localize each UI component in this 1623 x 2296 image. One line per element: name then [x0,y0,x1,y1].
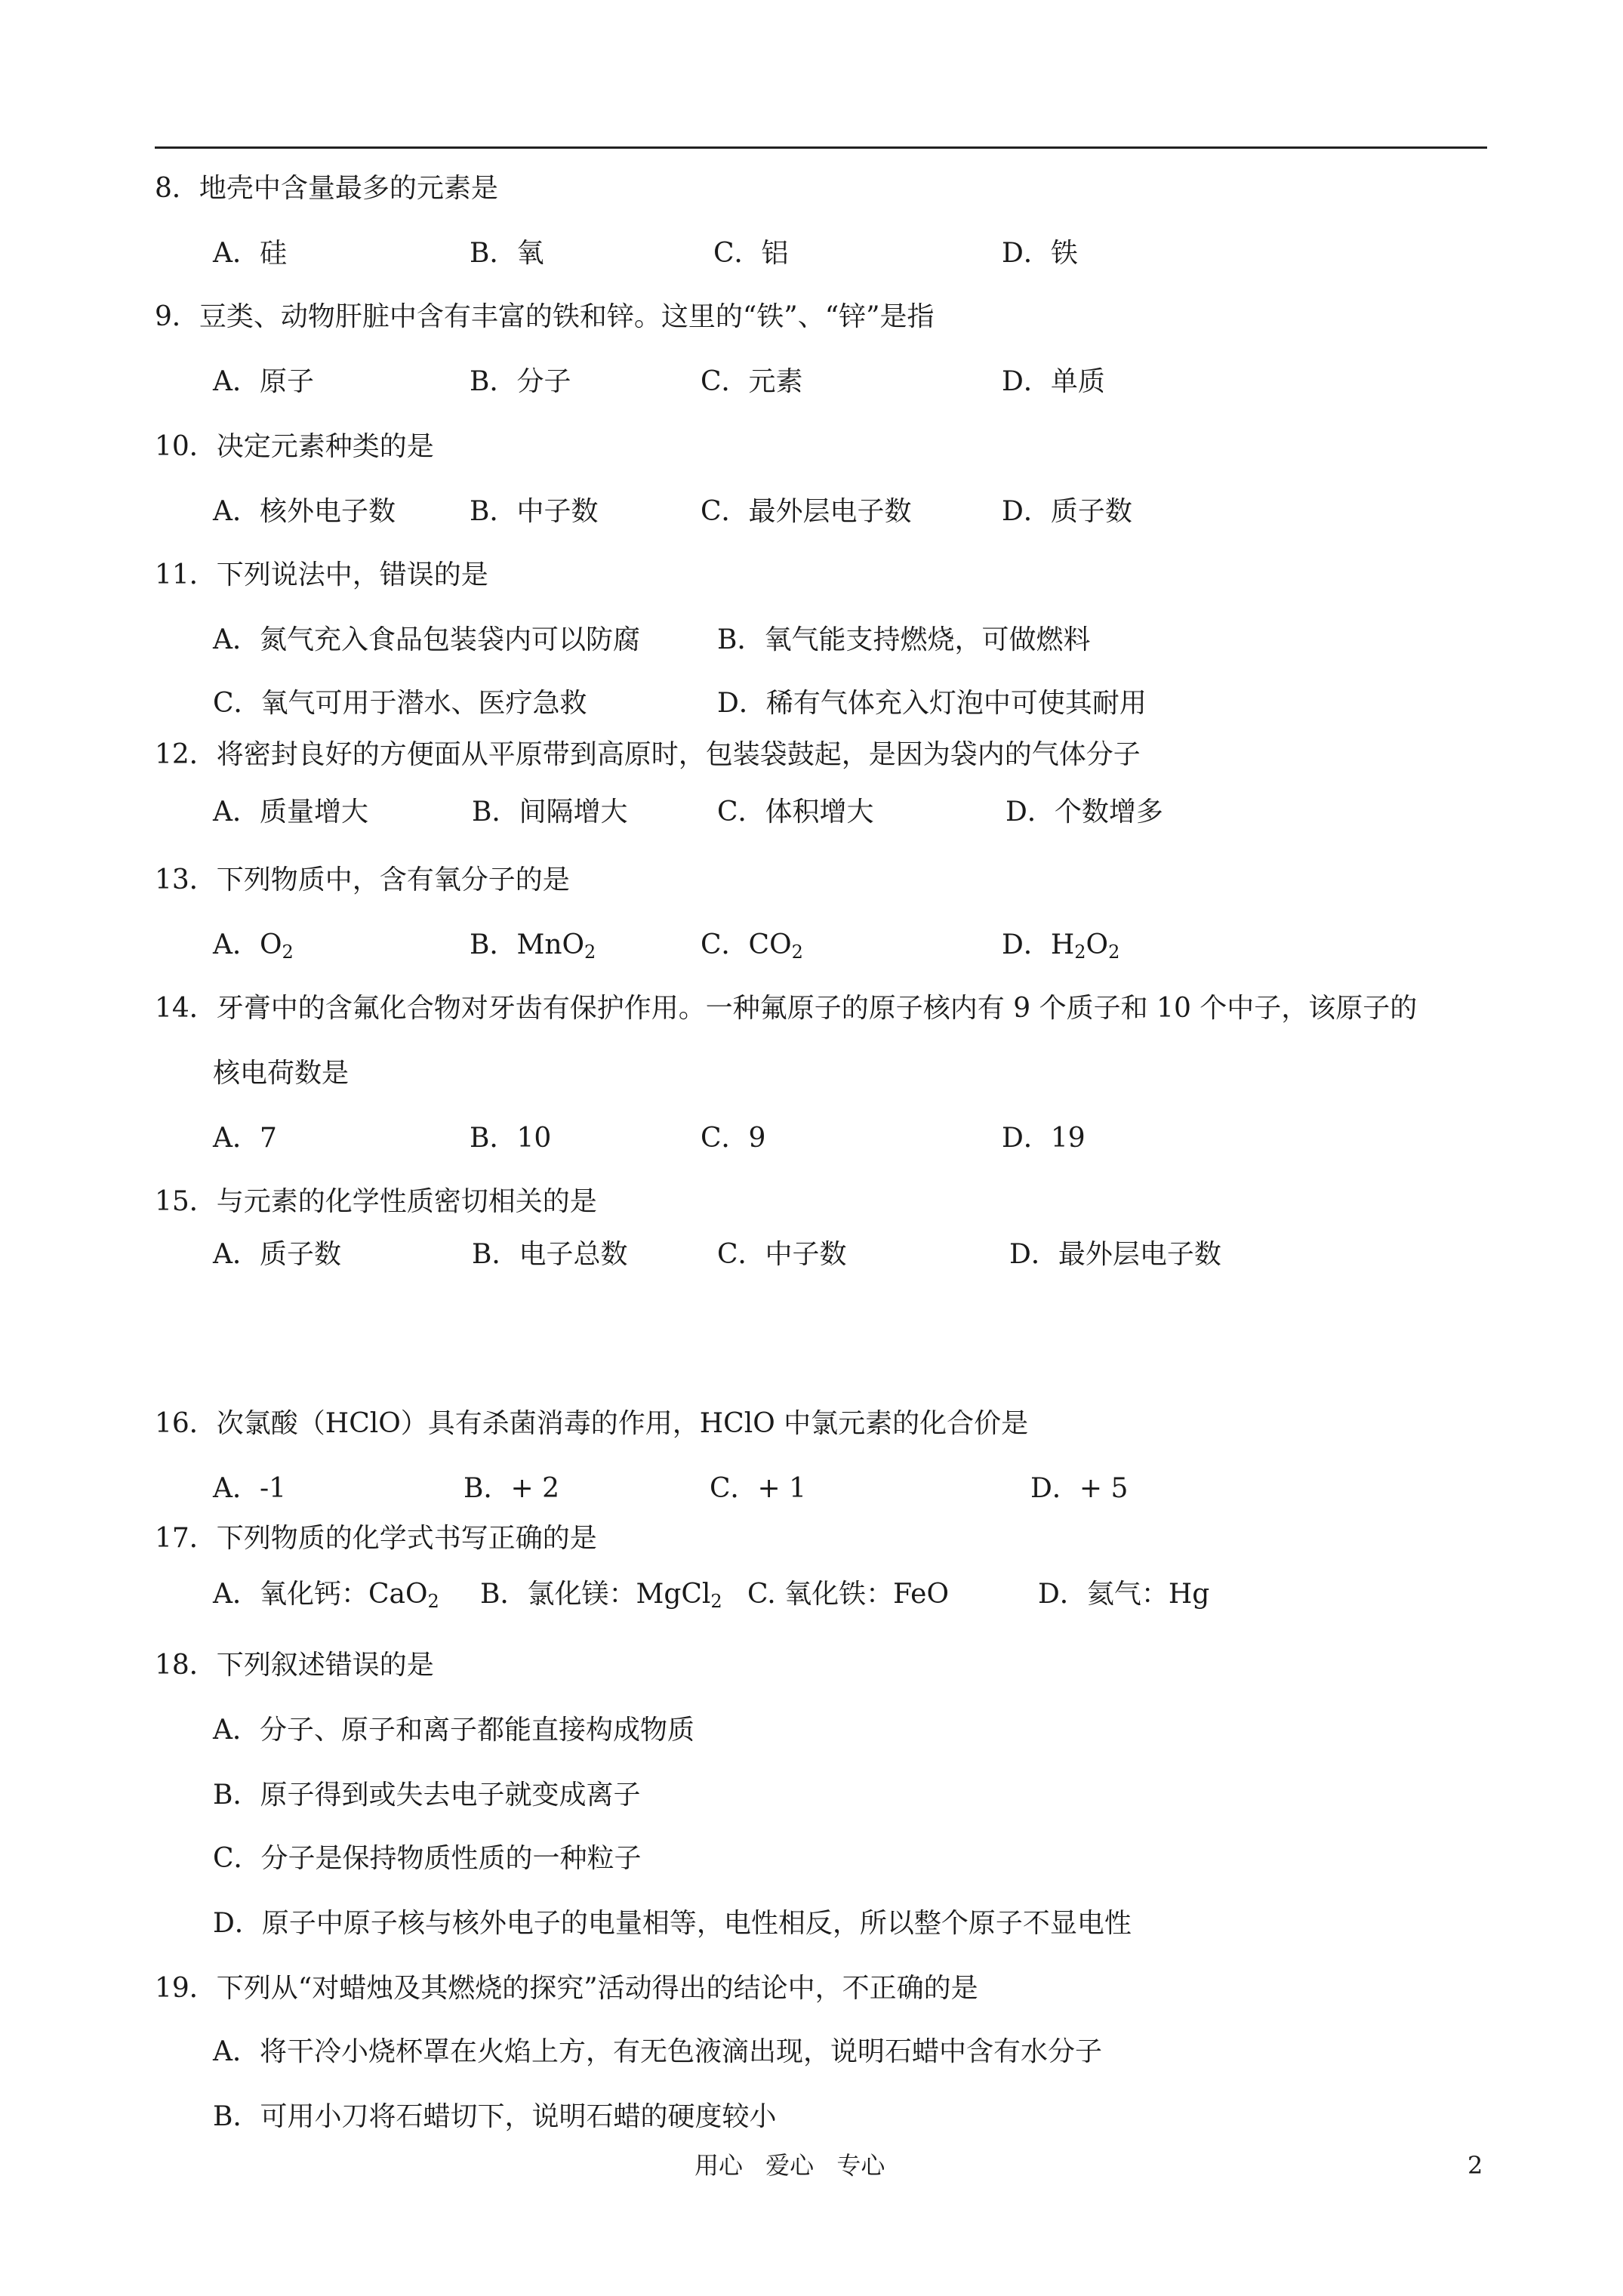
question-18-option-a: A．分子、原子和离子都能直接构成物质 [213,1715,694,1746]
question-17-option-c: C. 氧化铁：FeO [747,1579,949,1610]
question-12-stem: 12．将密封良好的方便面从平原带到高原时，包装袋鼓起，是因为袋内的气体分子 [155,739,1141,770]
question-8-option-b: B．氧 [470,238,544,269]
question-17-option-b: B．氯化镁：MgCl$_2$ [480,1579,722,1612]
question-10-stem: 10．决定元素种类的是 [155,431,434,462]
question-11-option-d: D．稀有气体充入灯泡中可使其耐用 [717,688,1147,719]
question-17-option-a: A．氧化钙：CaO$_2$ [213,1579,439,1612]
question-13-option-c: C．$CO_2$ [701,929,803,963]
question-9-option-a: A．原子 [213,366,314,397]
question-15-option-a: A．质子数 [213,1239,341,1270]
question-8-stem: 8．地壳中含量最多的元素是 [155,173,498,204]
question-15-option-c: C．中子数 [717,1239,847,1270]
question-8-option-a: A．硅 [213,238,287,269]
question-18-option-d: D．原子中原子核与核外电子的电量相等，电性相反，所以整个原子不显电性 [213,1908,1132,1939]
question-9-option-b: B．分子 [470,366,571,397]
question-15-option-d: D．最外层电子数 [1009,1239,1221,1270]
question-16-option-b: B．+ 2 [463,1473,559,1504]
question-8-option-c: C．铝 [713,238,789,269]
question-10-option-b: B．中子数 [470,496,599,527]
question-14-option-c: C．9 [701,1123,766,1154]
question-10-option-a: A．核外电子数 [213,496,396,527]
question-17-option-d: D．氦气：Hg [1038,1579,1210,1610]
question-17-stem: 17．下列物质的化学式书写正确的是 [155,1523,597,1554]
question-14-option-d: D．19 [1002,1123,1086,1154]
question-16-option-d: D．+ 5 [1030,1473,1129,1504]
question-16-stem: 16．次氯酸（HClO）具有杀菌消毒的作用，HClO 中氯元素的化合价是 [155,1408,1029,1439]
question-11-stem: 11．下列说法中，错误的是 [155,559,488,590]
question-9-option-d: D．单质 [1002,366,1105,397]
question-13-option-b: B．MnO$_2$ [470,929,596,963]
footer-text: 用心 爱心 专心 [694,2151,885,2180]
question-14-stem-continued: 核电荷数是 [213,1058,350,1089]
question-18-stem: 18．下列叙述错误的是 [155,1650,434,1681]
question-13-stem: 13．下列物质中，含有氧分子的是 [155,864,570,895]
header-rule [155,146,1487,149]
question-16-option-c: C．+ 1 [710,1473,807,1504]
question-12-option-b: B．间隔增大 [472,797,628,827]
question-19-option-b: B．可用小刀将石蜡切下，说明石蜡的硬度较小 [213,2101,777,2132]
question-10-option-c: C．最外层电子数 [701,496,912,527]
question-9-option-c: C．元素 [701,366,803,397]
question-12-option-a: A．质量增大 [213,797,368,827]
question-14-option-b: B．10 [470,1123,552,1154]
page-number: 2 [1467,2151,1483,2180]
question-12-option-d: D．个数增多 [1006,797,1163,827]
question-8-option-d: D．铁 [1002,238,1078,269]
question-15-stem: 15．与元素的化学性质密切相关的是 [155,1186,597,1217]
question-19-stem: 19．下列从“对蜡烛及其燃烧的探究”活动得出的结论中，不正确的是 [155,1973,978,2004]
question-9-stem: 9．豆类、动物肝脏中含有丰富的铁和锌。这里的“铁”、“锌”是指 [155,301,935,332]
question-14-option-a: A．7 [213,1123,277,1154]
question-11-option-b: B．氧气能支持燃烧，可做燃料 [717,624,1091,655]
question-13-option-a: A．$O_2$ [213,929,294,963]
question-18-option-c: C．分子是保持物质性质的一种粒子 [213,1843,642,1874]
question-12-option-c: C．体积增大 [717,797,874,827]
question-18-option-b: B．原子得到或失去电子就变成离子 [213,1780,641,1811]
question-14-stem: 14．牙膏中的含氟化合物对牙齿有保护作用。一种氟原子的原子核内有 9 个质子和 10 个中子，该原子的 [155,993,1418,1024]
question-13-option-d: D．$H_2O_2$ [1002,929,1120,963]
question-11-option-c: C．氧气可用于潜水、医疗急救 [213,688,587,719]
question-15-option-b: B．电子总数 [472,1239,628,1270]
question-11-option-a: A．氮气充入食品包装袋内可以防腐 [213,624,640,655]
question-10-option-d: D．质子数 [1002,496,1132,527]
question-16-option-a: A．-1 [213,1473,287,1504]
question-19-option-a: A．将干冷小烧杯罩在火焰上方，有无色液滴出现，说明石蜡中含有水分子 [213,2036,1102,2067]
